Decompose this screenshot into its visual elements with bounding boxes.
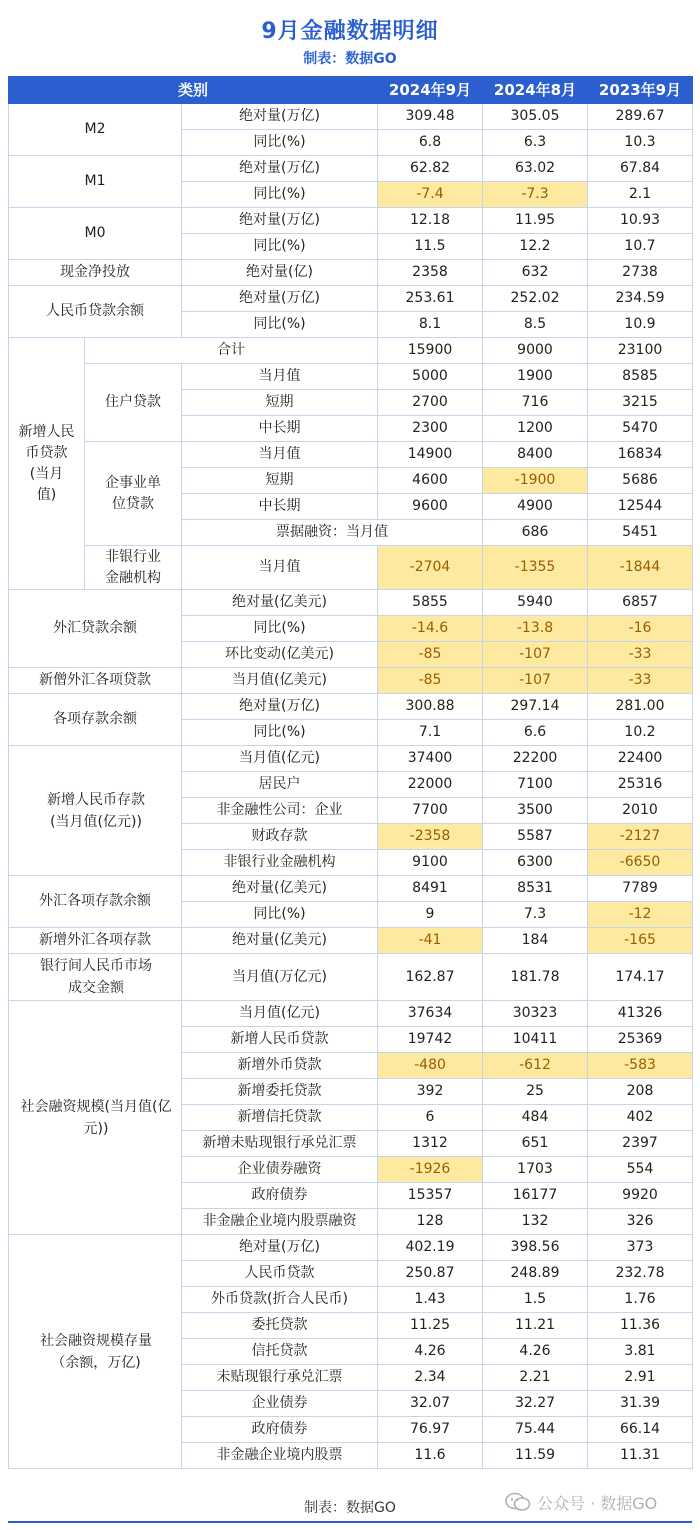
- value-cell: 373: [588, 1235, 693, 1261]
- value-cell: 5940: [483, 590, 588, 616]
- value-cell: 1900: [483, 364, 588, 390]
- table-row: [9, 954, 693, 1001]
- value-cell: 8585: [588, 364, 693, 390]
- value-cell: 11.59: [483, 1443, 588, 1469]
- value-cell: 181.78: [483, 954, 588, 1001]
- value-cell: 14900: [378, 442, 483, 468]
- metric-label: 新增外币贷款: [182, 1053, 378, 1079]
- metric-label: 中长期: [182, 416, 378, 442]
- value-cell: 8491: [378, 876, 483, 902]
- metric-label: 居民户: [182, 772, 378, 798]
- value-cell: 12.2: [483, 234, 588, 260]
- value-cell: 25369: [588, 1027, 693, 1053]
- table-row: [9, 1235, 693, 1261]
- value-cell: 7.3: [483, 902, 588, 928]
- value-cell: 162.87: [378, 954, 483, 1001]
- value-cell: 248.89: [483, 1261, 588, 1287]
- value-cell: 11.95: [483, 208, 588, 234]
- value-cell: 8.1: [378, 312, 483, 338]
- value-cell: -1844: [588, 546, 693, 590]
- metric-label: 政府债券: [182, 1183, 378, 1209]
- metric-label: 新增委托贷款: [182, 1079, 378, 1105]
- value-cell: -107: [483, 642, 588, 668]
- value-cell: 8.5: [483, 312, 588, 338]
- metric-label: 短期: [182, 390, 378, 416]
- metric-label: 同比(%): [182, 182, 378, 208]
- table-row: [9, 746, 693, 772]
- table-row: [9, 546, 693, 590]
- metric-label: 当月值(亿元): [182, 1001, 378, 1027]
- value-cell: 402: [588, 1105, 693, 1131]
- value-cell: 2.21: [483, 1365, 588, 1391]
- value-cell: 10.9: [588, 312, 693, 338]
- value-cell: -33: [588, 642, 693, 668]
- page-title: 9月金融数据明细: [261, 19, 439, 44]
- metric-label: 当月值(亿元): [182, 746, 378, 772]
- value-cell: 10.93: [588, 208, 693, 234]
- value-cell: 76.97: [378, 1417, 483, 1443]
- value-cell: 31.39: [588, 1391, 693, 1417]
- value-cell: 309.48: [378, 104, 483, 130]
- table-row: [9, 208, 693, 234]
- metric-label: 企业债券: [182, 1391, 378, 1417]
- metric-label: 非金融性公司：企业: [182, 798, 378, 824]
- value-cell: 4900: [483, 494, 588, 520]
- value-cell: 1.5: [483, 1287, 588, 1313]
- header-category: 类别: [9, 77, 378, 104]
- table-row: [9, 876, 693, 902]
- wechat-icon: [505, 1492, 531, 1512]
- table-body: [9, 104, 693, 1469]
- value-cell: 554: [588, 1157, 693, 1183]
- value-cell: 7.1: [378, 720, 483, 746]
- value-cell: 37400: [378, 746, 483, 772]
- category-label: 新增人民 币贷款 (当月 值): [9, 338, 85, 590]
- metric-label: 同比(%): [182, 312, 378, 338]
- value-cell: 16177: [483, 1183, 588, 1209]
- subcategory-label: 企事业单 位贷款: [85, 442, 182, 546]
- metric-label: 未贴现银行承兑汇票: [182, 1365, 378, 1391]
- value-cell: 8531: [483, 876, 588, 902]
- value-cell: -13.8: [483, 616, 588, 642]
- category-label: M1: [9, 156, 182, 208]
- value-cell: 67.84: [588, 156, 693, 182]
- value-cell: 5470: [588, 416, 693, 442]
- value-cell: -12: [588, 902, 693, 928]
- value-cell: 2358: [378, 260, 483, 286]
- value-cell: 30323: [483, 1001, 588, 1027]
- value-cell: 651: [483, 1131, 588, 1157]
- table-row: [9, 156, 693, 182]
- metric-label: 绝对量(亿): [182, 260, 378, 286]
- value-cell: 1.76: [588, 1287, 693, 1313]
- bottom-rule: [8, 1521, 692, 1523]
- metric-label: 环比变动(亿美元): [182, 642, 378, 668]
- value-cell: -14.6: [378, 616, 483, 642]
- metric-label: 绝对量(万亿): [182, 286, 378, 312]
- value-cell: 398.56: [483, 1235, 588, 1261]
- value-cell: 184: [483, 928, 588, 954]
- table-row: [9, 338, 693, 364]
- value-cell: 305.05: [483, 104, 588, 130]
- value-cell: -41: [378, 928, 483, 954]
- value-cell: 22000: [378, 772, 483, 798]
- category-label: 外汇各项存款余额: [9, 876, 182, 928]
- value-cell: 9600: [378, 494, 483, 520]
- value-cell: 10411: [483, 1027, 588, 1053]
- category-label: 银行间人民币市场 成交金额: [9, 954, 182, 1001]
- value-cell: 2.1: [588, 182, 693, 208]
- value-cell: 132: [483, 1209, 588, 1235]
- value-cell: 25: [483, 1079, 588, 1105]
- subcategory-label: 住户贷款: [85, 364, 182, 442]
- metric-label: 新增未贴现银行承兑汇票: [182, 1131, 378, 1157]
- category-label: 新增外汇各项存款: [9, 928, 182, 954]
- page-subtitle: 制表：数据GO: [303, 51, 397, 67]
- value-cell: 75.44: [483, 1417, 588, 1443]
- metric-label: 财政存款: [182, 824, 378, 850]
- value-cell: 326: [588, 1209, 693, 1235]
- metric-label: 同比(%): [182, 616, 378, 642]
- value-cell: 11.25: [378, 1313, 483, 1339]
- value-cell: 12544: [588, 494, 693, 520]
- category-label: 社会融资规模(当月值(亿 元)): [9, 1001, 182, 1235]
- table-row: [9, 928, 693, 954]
- value-cell: -2127: [588, 824, 693, 850]
- value-cell: -85: [378, 642, 483, 668]
- value-cell: -16: [588, 616, 693, 642]
- value-cell: -7.3: [483, 182, 588, 208]
- value-cell: 2300: [378, 416, 483, 442]
- value-cell: 234.59: [588, 286, 693, 312]
- metric-label: 非银行业金融机构: [182, 850, 378, 876]
- value-cell: 62.82: [378, 156, 483, 182]
- value-cell: 10.2: [588, 720, 693, 746]
- value-cell: 2010: [588, 798, 693, 824]
- value-cell: 208: [588, 1079, 693, 1105]
- value-cell: 253.61: [378, 286, 483, 312]
- metric-label: 人民币贷款: [182, 1261, 378, 1287]
- value-cell: 281.00: [588, 694, 693, 720]
- category-label: 外汇贷款余额: [9, 590, 182, 668]
- value-cell: 4.26: [378, 1339, 483, 1365]
- value-cell: 5451: [588, 520, 693, 546]
- value-cell: 3500: [483, 798, 588, 824]
- value-cell: 9000: [483, 338, 588, 364]
- value-cell: 5587: [483, 824, 588, 850]
- metric-label: 绝对量(亿美元): [182, 928, 378, 954]
- metric-label: 合计: [85, 338, 378, 364]
- metric-label: 当月值(万亿元): [182, 954, 378, 1001]
- watermark: [505, 1487, 690, 1517]
- metric-label: 同比(%): [182, 130, 378, 156]
- value-cell: -107: [483, 668, 588, 694]
- value-cell: 5686: [588, 468, 693, 494]
- table-row: [9, 442, 693, 468]
- metric-label: 绝对量(万亿): [182, 208, 378, 234]
- value-cell: 6.8: [378, 130, 483, 156]
- value-cell: 23100: [588, 338, 693, 364]
- value-cell: 25316: [588, 772, 693, 798]
- value-cell: 250.87: [378, 1261, 483, 1287]
- value-cell: 16834: [588, 442, 693, 468]
- metric-label: 当月值: [182, 546, 378, 590]
- value-cell: 632: [483, 260, 588, 286]
- metric-label: 绝对量(万亿): [182, 156, 378, 182]
- value-cell: 66.14: [588, 1417, 693, 1443]
- value-cell: 22200: [483, 746, 588, 772]
- value-cell: 300.88: [378, 694, 483, 720]
- header-col-2023-09: 2023年9月: [588, 77, 693, 104]
- footer-credit: 制表：数据GO: [304, 1500, 396, 1516]
- value-cell: 11.36: [588, 1313, 693, 1339]
- value-cell: -1355: [483, 546, 588, 590]
- value-cell: 6857: [588, 590, 693, 616]
- value-cell: 6.6: [483, 720, 588, 746]
- watermark-text: 公众号 · 数据GO: [537, 1493, 658, 1513]
- metric-label: 绝对量(亿美元): [182, 876, 378, 902]
- metric-label: 企业债券融资: [182, 1157, 378, 1183]
- value-cell: 37634: [378, 1001, 483, 1027]
- value-cell: 9920: [588, 1183, 693, 1209]
- value-cell: 2738: [588, 260, 693, 286]
- table-row: [9, 104, 693, 130]
- category-label: 新僧外汇各项贷款: [9, 668, 182, 694]
- value-cell: 128: [378, 1209, 483, 1235]
- metric-label: 中长期: [182, 494, 378, 520]
- value-cell: 15900: [378, 338, 483, 364]
- value-cell: 19742: [378, 1027, 483, 1053]
- value-cell: 3215: [588, 390, 693, 416]
- value-cell: 63.02: [483, 156, 588, 182]
- metric-label: 政府债券: [182, 1417, 378, 1443]
- metric-label: 非金融企业境内股票融资: [182, 1209, 378, 1235]
- value-cell: 11.6: [378, 1443, 483, 1469]
- category-label: 社会融资规模存量 （余额，万亿): [9, 1235, 182, 1469]
- header-col-2024-09: 2024年9月: [378, 77, 483, 104]
- value-cell: -7.4: [378, 182, 483, 208]
- value-cell: 716: [483, 390, 588, 416]
- value-cell: 252.02: [483, 286, 588, 312]
- category-label: 人民币贷款余额: [9, 286, 182, 338]
- value-cell: 5855: [378, 590, 483, 616]
- value-cell: 5000: [378, 364, 483, 390]
- value-cell: 8400: [483, 442, 588, 468]
- table-row: [9, 286, 693, 312]
- value-cell: 22400: [588, 746, 693, 772]
- value-cell: 6: [378, 1105, 483, 1131]
- value-cell: 4.26: [483, 1339, 588, 1365]
- table-header-row: [9, 77, 693, 104]
- table-row: [9, 260, 693, 286]
- value-cell: 7789: [588, 876, 693, 902]
- value-cell: 15357: [378, 1183, 483, 1209]
- metric-label: 非金融企业境内股票: [182, 1443, 378, 1469]
- value-cell: 232.78: [588, 1261, 693, 1287]
- metric-label: 绝对量(亿美元): [182, 590, 378, 616]
- value-cell: 686: [483, 520, 588, 546]
- category-label: 新增人民币存款 (当月值(亿元)): [9, 746, 182, 876]
- value-cell: 12.18: [378, 208, 483, 234]
- value-cell: 32.07: [378, 1391, 483, 1417]
- value-cell: 7700: [378, 798, 483, 824]
- metric-label: 票据融资：当月值: [182, 520, 483, 546]
- table-row: [9, 364, 693, 390]
- value-cell: 1200: [483, 416, 588, 442]
- table-row: [9, 590, 693, 616]
- value-cell: -33: [588, 668, 693, 694]
- value-cell: 32.27: [483, 1391, 588, 1417]
- value-cell: -583: [588, 1053, 693, 1079]
- header-col-2024-08: 2024年8月: [483, 77, 588, 104]
- value-cell: 7100: [483, 772, 588, 798]
- category-label: M0: [9, 208, 182, 260]
- value-cell: 11.5: [378, 234, 483, 260]
- metric-label: 同比(%): [182, 720, 378, 746]
- value-cell: 41326: [588, 1001, 693, 1027]
- metric-label: 绝对量(万亿): [182, 694, 378, 720]
- table-row: [9, 694, 693, 720]
- category-label: 现金净投放: [9, 260, 182, 286]
- metric-label: 信托贷款: [182, 1339, 378, 1365]
- value-cell: 6.3: [483, 130, 588, 156]
- metric-label: 委托贷款: [182, 1313, 378, 1339]
- value-cell: 289.67: [588, 104, 693, 130]
- subcategory-label: 非银行业 金融机构: [85, 546, 182, 590]
- value-cell: -480: [378, 1053, 483, 1079]
- metric-label: 新增信托贷款: [182, 1105, 378, 1131]
- value-cell: 1.43: [378, 1287, 483, 1313]
- metric-label: 同比(%): [182, 234, 378, 260]
- value-cell: -6650: [588, 850, 693, 876]
- value-cell: 1703: [483, 1157, 588, 1183]
- metric-label: 新增人民币贷款: [182, 1027, 378, 1053]
- metric-label: 绝对量(万亿): [182, 104, 378, 130]
- value-cell: 2.34: [378, 1365, 483, 1391]
- value-cell: 392: [378, 1079, 483, 1105]
- data-table: [8, 76, 693, 1469]
- value-cell: 4600: [378, 468, 483, 494]
- metric-label: 外币贷款(折合人民币): [182, 1287, 378, 1313]
- category-label: M2: [9, 104, 182, 156]
- value-cell: -165: [588, 928, 693, 954]
- value-cell: 10.7: [588, 234, 693, 260]
- metric-label: 当月值: [182, 364, 378, 390]
- category-label: 各项存款余额: [9, 694, 182, 746]
- value-cell: 402.19: [378, 1235, 483, 1261]
- table-row: [9, 668, 693, 694]
- value-cell: -612: [483, 1053, 588, 1079]
- value-cell: 6300: [483, 850, 588, 876]
- value-cell: -2704: [378, 546, 483, 590]
- value-cell: -1926: [378, 1157, 483, 1183]
- value-cell: 297.14: [483, 694, 588, 720]
- value-cell: 9100: [378, 850, 483, 876]
- value-cell: 9: [378, 902, 483, 928]
- metric-label: 当月值(亿美元): [182, 668, 378, 694]
- value-cell: 2397: [588, 1131, 693, 1157]
- metric-label: 绝对量(万亿): [182, 1235, 378, 1261]
- metric-label: 当月值: [182, 442, 378, 468]
- table-row: [9, 1001, 693, 1027]
- value-cell: 10.3: [588, 130, 693, 156]
- value-cell: 484: [483, 1105, 588, 1131]
- value-cell: 11.21: [483, 1313, 588, 1339]
- value-cell: 3.81: [588, 1339, 693, 1365]
- value-cell: -2358: [378, 824, 483, 850]
- value-cell: -1900: [483, 468, 588, 494]
- metric-label: 短期: [182, 468, 378, 494]
- value-cell: 174.17: [588, 954, 693, 1001]
- value-cell: 2.91: [588, 1365, 693, 1391]
- value-cell: -85: [378, 668, 483, 694]
- metric-label: 同比(%): [182, 902, 378, 928]
- value-cell: 1312: [378, 1131, 483, 1157]
- value-cell: 2700: [378, 390, 483, 416]
- value-cell: 11.31: [588, 1443, 693, 1469]
